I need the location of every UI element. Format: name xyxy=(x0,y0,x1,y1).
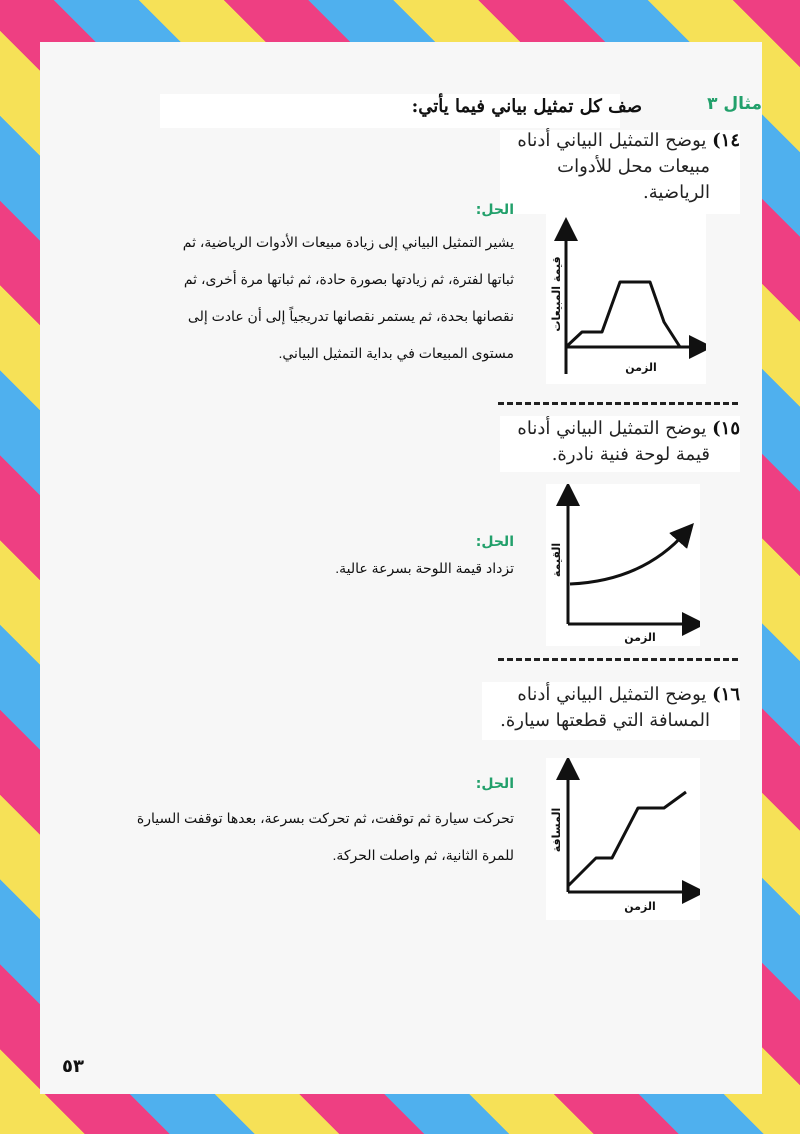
solution-line: نقصانها بحدة، ثم يستمر نقصانها تدريجياً إلى أن عادت إلى xyxy=(187,308,514,324)
solution-14 xyxy=(94,224,514,372)
question-text-line: مبيعات محل للأدوات xyxy=(557,156,710,177)
example-header xyxy=(652,94,762,114)
solution-label: الحل: xyxy=(475,202,514,218)
divider xyxy=(498,402,738,405)
example-label: مثال ٣ xyxy=(707,94,762,114)
graph-painting-value xyxy=(546,484,700,646)
example-title: صف كل تمثيل بياني فيما يأتي: xyxy=(411,96,642,117)
y-axis-label: القيمة xyxy=(550,542,563,578)
question-text-line: يوضح التمثيل البياني أدناه xyxy=(517,684,707,705)
solution-line: تحركت سيارة ثم توقفت، ثم تحركت بسرعة، بعدها توقفت السيارة xyxy=(136,810,514,826)
distance-line xyxy=(568,792,686,886)
question-text-line: يوضح التمثيل البياني أدناه xyxy=(517,418,707,439)
solution-15 xyxy=(94,558,514,578)
question-14 xyxy=(480,128,740,206)
question-text-line: المسافة التي قطعتها سيارة. xyxy=(500,710,710,731)
question-16 xyxy=(460,682,740,734)
graph-sales xyxy=(546,214,706,384)
solution-label: الحل: xyxy=(475,776,514,792)
value-curve xyxy=(570,532,686,584)
page-number: ٥٣ xyxy=(62,1056,84,1077)
solution-line: تزداد قيمة اللوحة بسرعة عالية. xyxy=(335,560,514,576)
question-text-line: يوضح التمثيل البياني أدناه xyxy=(517,130,707,151)
question-text-line: الرياضية. xyxy=(643,182,710,203)
y-axis-label: المسافة xyxy=(550,807,563,853)
question-number: ١٤) xyxy=(712,130,740,151)
question-number: ١٥) xyxy=(712,418,740,439)
x-axis-label: الزمن xyxy=(625,361,657,374)
solution-16 xyxy=(74,800,514,874)
divider xyxy=(498,658,738,661)
worksheet-page xyxy=(40,42,762,1094)
solution-line: ثباتها لفترة، ثم زيادتها بصورة حادة، ثم ثباتها مرة أخرى، ثم xyxy=(183,271,514,287)
question-text-line: قيمة لوحة فنية نادرة. xyxy=(551,444,710,465)
x-axis-label: الزمن xyxy=(624,900,656,913)
question-number: ١٦) xyxy=(712,684,740,705)
solution-line: للمرة الثانية، ثم واصلت الحركة. xyxy=(332,847,514,863)
graph-car-distance xyxy=(546,758,700,920)
sales-line xyxy=(566,282,680,347)
question-15 xyxy=(480,416,740,468)
solution-line: مستوى المبيعات في بداية التمثيل البياني. xyxy=(278,345,514,361)
x-axis-label: الزمن xyxy=(624,631,656,644)
solution-line: يشير التمثيل البياني إلى زيادة مبيعات الأدوات الرياضية، ثم xyxy=(182,234,514,250)
solution-label: الحل: xyxy=(475,534,514,550)
y-axis-label: قيمة المبيعات xyxy=(550,256,563,332)
